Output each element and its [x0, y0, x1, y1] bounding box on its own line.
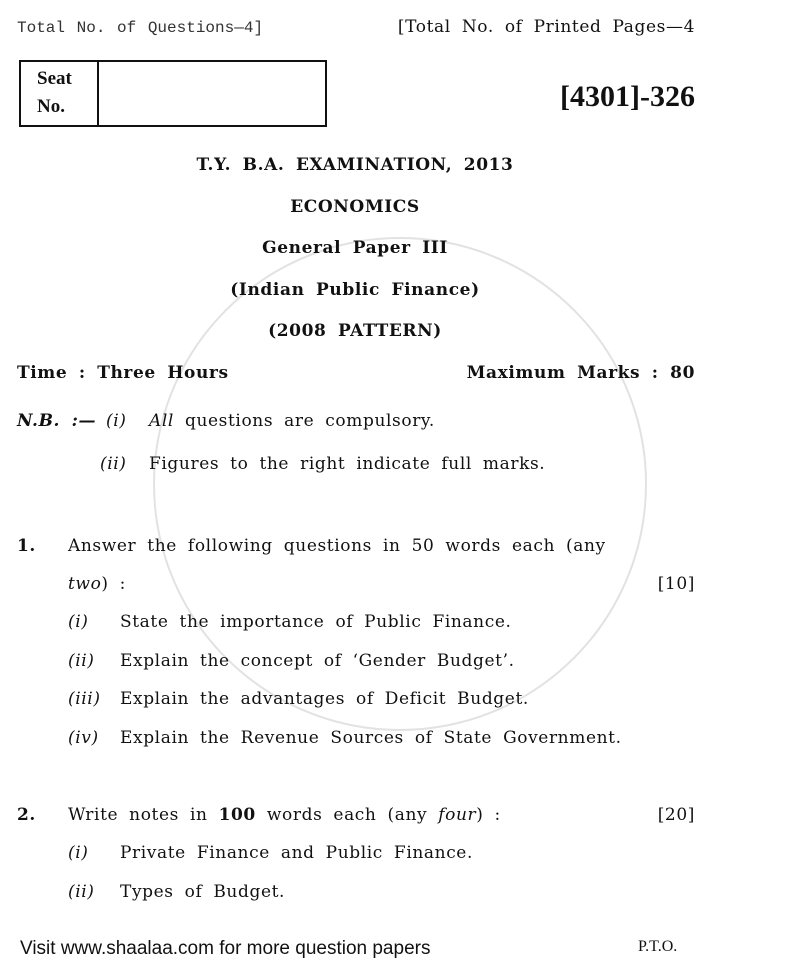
sub-question: Explain the advantages of Deficit Budget.	[120, 689, 529, 709]
sub-question: Explain the Revenue Sources of State Government.	[120, 728, 622, 748]
paper-name: General Paper III	[262, 238, 448, 258]
sub-num: (i)	[68, 612, 89, 632]
question-number: 1.	[17, 536, 36, 556]
sub-question: Types of Budget.	[120, 882, 286, 902]
note-emphasis: All	[149, 411, 174, 431]
max-marks: Maximum Marks : 80	[466, 363, 695, 383]
note-text	[149, 410, 435, 432]
sub-question: Explain the concept of ‘Gender Budget’.	[120, 651, 515, 671]
seat-label-line2: No.	[37, 96, 65, 117]
sub-question: State the importance of Public Finance.	[120, 612, 512, 632]
paper-topic: (Indian Public Finance)	[230, 280, 480, 300]
total-pages: [Total No. of Printed Pages—4	[397, 17, 695, 37]
pattern: (2008 PATTERN)	[268, 321, 442, 341]
nb-label: N.B. :—	[17, 411, 97, 431]
sub-num: (iii)	[68, 689, 101, 709]
q-em: four	[438, 805, 477, 825]
question-emphasis: two	[68, 574, 102, 594]
question-text-rest: ) :	[101, 574, 126, 594]
sub-num: (i)	[68, 843, 89, 863]
seat-label-line1: Seat	[37, 68, 72, 89]
exam-title: T.Y. B.A. EXAMINATION, 2013	[196, 155, 514, 175]
sub-num: (iv)	[68, 728, 99, 748]
total-questions: Total No. of Questions—4]	[17, 19, 264, 37]
sub-num: (ii)	[68, 882, 95, 902]
question-text-cont	[68, 573, 126, 595]
question-text	[68, 804, 501, 826]
question-marks: [20]	[657, 805, 695, 825]
q-post: ) :	[476, 805, 501, 825]
subject: ECONOMICS	[290, 197, 420, 217]
seat-number-box	[19, 60, 327, 127]
time: Time : Three Hours	[17, 363, 229, 383]
note-num: (i)	[106, 411, 127, 431]
question-marks: [10]	[657, 574, 695, 594]
pto: P.T.O.	[638, 938, 678, 955]
note-num: (ii)	[100, 454, 127, 474]
sub-question: Private Finance and Public Finance.	[120, 843, 473, 863]
sub-num: (ii)	[68, 651, 95, 671]
note-text: Figures to the right indicate full marks.	[149, 454, 546, 474]
question-number: 2.	[17, 805, 36, 825]
question-text: Answer the following questions in 50 words each (any	[68, 536, 606, 556]
footer-link[interactable]: Visit www.shaalaa.com for more question papers	[20, 938, 431, 959]
seat-label	[21, 62, 99, 125]
q-mid: words each (any	[266, 805, 428, 825]
q-bold: 100	[218, 805, 256, 825]
note-body: questions are compulsory.	[184, 411, 435, 431]
q-pre: Write notes in	[68, 805, 208, 825]
paper-code: [4301]-326	[560, 80, 695, 113]
